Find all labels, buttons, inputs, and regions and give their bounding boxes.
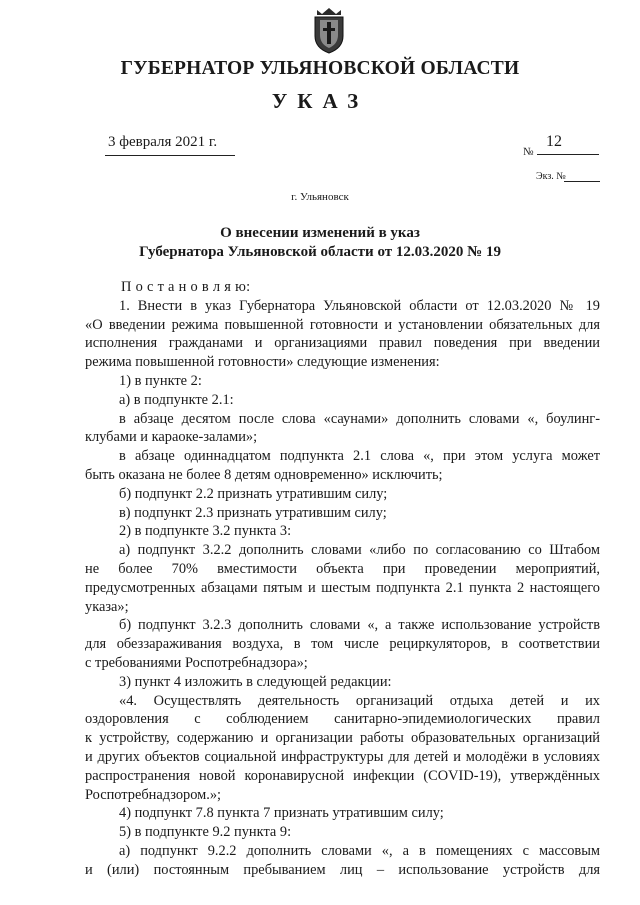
issuing-authority: ГУБЕРНАТОР УЛЬЯНОВСКОЙ ОБЛАСТИ xyxy=(120,58,520,79)
text-line: указа»; xyxy=(85,598,129,615)
text-line: б) подпункт 3.2.3 дополнить словами «, а также использование устройств xyxy=(119,617,600,634)
text-line: и других объектов социальной инфраструктуры для детей и молодёжи в условиях xyxy=(85,748,600,765)
text-line: с требованиями Роспотребнадзора»; xyxy=(85,654,308,671)
number-underline xyxy=(537,154,599,155)
text-line: в абзаце одиннадцатом подпункта 2.1 слова «, при этом услуга может xyxy=(119,448,600,465)
copy-number-label: Экз. № xyxy=(536,171,566,182)
document-date: 3 февраля 2021 г. xyxy=(108,134,218,150)
text-line: 3) пункт 4 изложить в следующей редакции: xyxy=(119,673,392,690)
document-body xyxy=(85,278,600,880)
preamble: П о с т а н о в л я ю: xyxy=(121,279,251,295)
text-line: исполнения гражданами и организациями правил поведения при введении xyxy=(85,335,600,352)
copy-number-underline xyxy=(564,181,600,182)
text-line: клубами и караоке-залами»; xyxy=(85,429,258,446)
text-line: а) подпункт 9.2.2 дополнить словами «, а в помещениях с массовым xyxy=(119,842,600,859)
text-line: 2) в подпункте 3.2 пункта 3: xyxy=(119,523,292,540)
text-line: для обеззараживания воздуха, в том числе рециркуляторов, в соответствии xyxy=(85,636,600,653)
document-number: 12 xyxy=(546,133,562,150)
document-title xyxy=(0,224,640,262)
text-line: к устройству, содержанию и организации работы образовательных организаций xyxy=(85,730,600,747)
text-line: и (или) постоянным пребыванием лиц – использование устройств для xyxy=(85,861,600,878)
text-line: 1) в пункте 2: xyxy=(119,372,202,389)
document-type: УКАЗ xyxy=(271,89,369,113)
text-line: 5) в подпункте 9.2 пункта 9: xyxy=(119,824,292,841)
city: г. Ульяновск xyxy=(291,191,349,203)
title-line: О внесении изменений в указ xyxy=(220,225,420,241)
text-line: не более 70% вместимости объекта при проведении мероприятий, xyxy=(85,560,600,577)
date-underline xyxy=(105,155,235,156)
text-line: б) подпункт 2.2 признать утратившим силу; xyxy=(119,485,388,502)
text-line: «4. Осуществлять деятельность организаций отдыха детей и их xyxy=(119,692,600,709)
text-line: Роспотребнадзором.»; xyxy=(85,786,222,803)
text-line: 4) подпункт 7.8 пункта 7 признать утратившим силу; xyxy=(119,805,444,822)
text-line: режима повышенной готовности» следующие изменения: xyxy=(85,354,440,371)
text-line: в) подпункт 2.3 признать утратившим силу; xyxy=(119,504,387,521)
text-line: быть оказана не более 8 детям одновременно» исключить; xyxy=(85,466,443,483)
title-line: Губернатора Ульяновской области от 12.03.2020 № 19 xyxy=(139,244,501,260)
text-line: а) подпункт 3.2.2 дополнить словами «либо по согласованию со Штабом xyxy=(119,542,600,559)
text-line: оздоровления с соблюдением санитарно-эпидемиологических правил xyxy=(85,711,600,728)
number-label: № xyxy=(523,146,534,158)
text-line: 1. Внести в указ Губернатора Ульяновской области от 12.03.2020 № 19 xyxy=(119,297,600,314)
coat-of-arms-icon xyxy=(311,6,347,54)
text-line: распространения новой коронавирусной инфекции (COVID-19), утверждённых xyxy=(85,767,600,784)
text-line: в абзаце десятом после слова «саунами» дополнить словами «, боулинг- xyxy=(119,410,600,427)
text-line: «О введении режима повышенной готовности и установлении обязательных для xyxy=(85,316,600,333)
text-line: а) в подпункте 2.1: xyxy=(119,391,234,408)
text-line: предусмотренных абзацами пятым и шестым подпункта 2.1 пункта 2 настоящего xyxy=(85,579,600,596)
